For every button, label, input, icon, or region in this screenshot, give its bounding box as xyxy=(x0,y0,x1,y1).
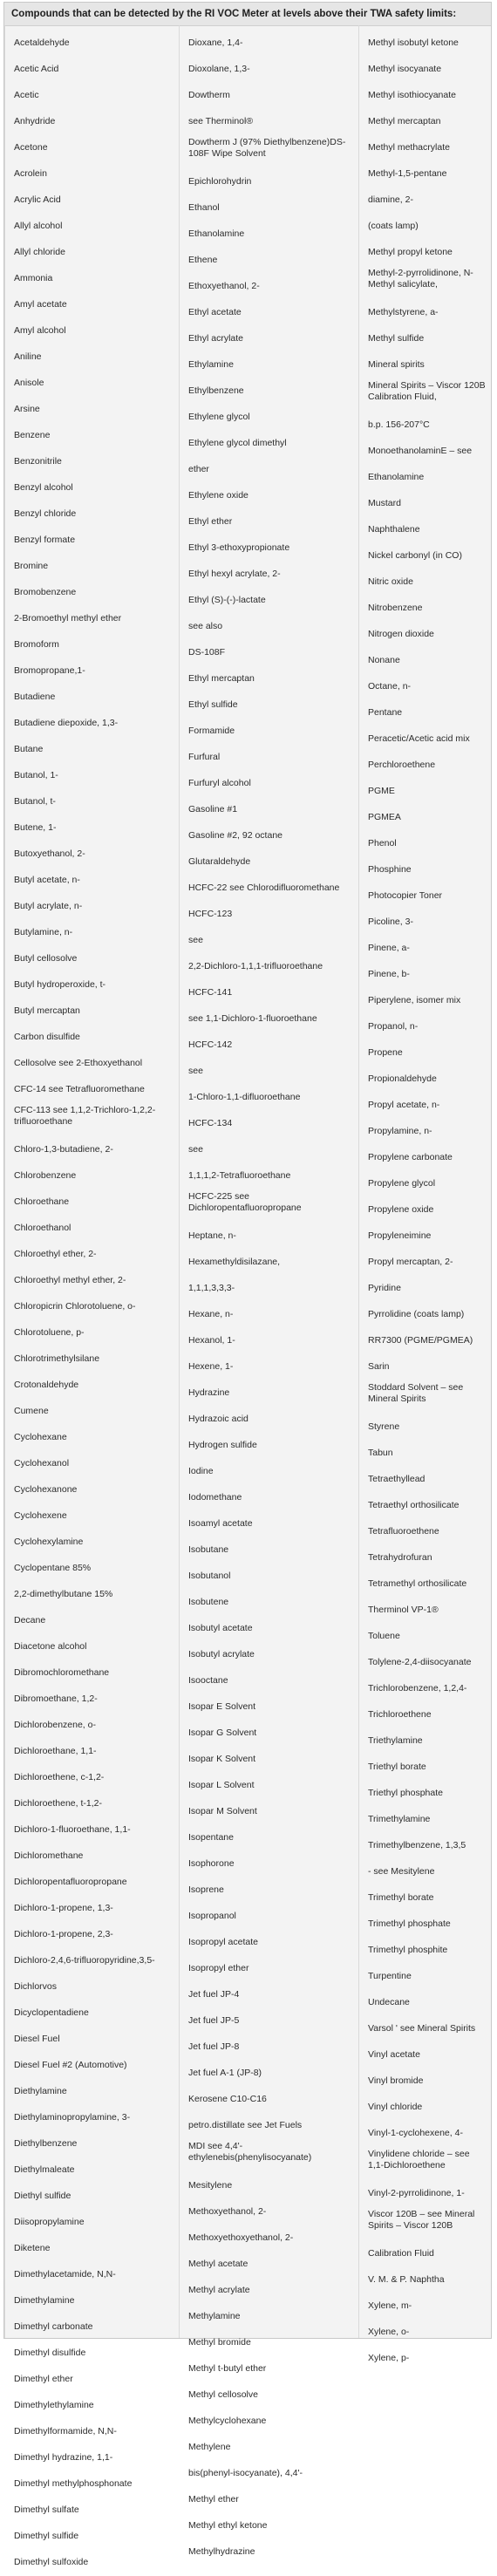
compound-item: Turpentine xyxy=(368,1971,412,1981)
compound-item: Anisole xyxy=(14,378,44,388)
compound-item: Diethylaminopropylamine, 3- xyxy=(14,2112,131,2123)
compound-item: Diketene xyxy=(14,2243,51,2253)
compound-item: Dibromoethane, 1,2- xyxy=(14,1693,98,1704)
compound-item: Iodine xyxy=(188,1466,214,1476)
compound-item: Isoprene xyxy=(188,1884,224,1895)
compound-item: Trichloroethene xyxy=(368,1709,432,1720)
compound-item: Methylene xyxy=(188,2442,231,2452)
column-3 xyxy=(358,25,491,2363)
compound-item: Crotonaldehyde xyxy=(14,1380,79,1390)
compound-item: Ethylene glycol xyxy=(188,412,250,422)
compound-item: Trimethylbenzene, 1,3,5 xyxy=(368,1840,466,1850)
compound-item: Cumene xyxy=(14,1406,49,1416)
compound-item: Styrene xyxy=(368,1421,400,1432)
compound-item: Dichloropentafluoropropane xyxy=(14,1877,127,1887)
compound-item: Methyl propyl ketone xyxy=(368,247,453,257)
compound-item: Methylhydrazine xyxy=(188,2546,255,2557)
compound-item: see xyxy=(188,935,203,945)
compound-item: MDI see 4,4'-ethylenebis(phenylisocyanate) xyxy=(188,2141,312,2163)
compound-item: Methylcyclohexane xyxy=(188,2416,267,2426)
compound-item: Dichloroethane, 1,1- xyxy=(14,1746,97,1756)
compound-item: Trimethyl phosphate xyxy=(368,1918,451,1929)
compound-item: Isopar G Solvent xyxy=(188,1728,257,1738)
compound-item: Propylene glycol xyxy=(368,1178,436,1189)
compound-item: Methyl acrylate xyxy=(188,2285,250,2295)
compound-item: Methyl acetate xyxy=(188,2259,248,2269)
compound-item: Isooctane xyxy=(188,1675,228,1686)
compound-item: Therminol VP-1® xyxy=(368,1605,439,1615)
compound-item: Decane xyxy=(14,1615,46,1625)
compound-item: Propyleneimine xyxy=(368,1230,432,1241)
compound-item: Dichloro-1-propene, 1,3- xyxy=(14,1903,113,1913)
compound-item: DS-108F xyxy=(188,647,226,658)
compound-item: PGMEA xyxy=(368,812,401,822)
compound-item: Dimethyl methylphosphonate xyxy=(14,2478,133,2489)
compound-item: Hexene, 1- xyxy=(188,1361,234,1372)
compound-item: Dichloro-1-propene, 2,3- xyxy=(14,1929,113,1939)
compound-item: Dimethylethylamine xyxy=(14,2400,94,2410)
compound-item: Nitrogen dioxide xyxy=(368,629,434,639)
compound-item: Trimethylamine xyxy=(368,1814,431,1824)
compound-item: CFC-14 see Tetrafluoromethane xyxy=(14,1084,145,1094)
compound-item: Dimethyl ether xyxy=(14,2374,73,2384)
compound-item: Cyclohexylamine xyxy=(14,1537,84,1547)
compound-item: Formamide xyxy=(188,726,235,736)
compound-item: Dowtherm J (97% Diethylbenzene)DS-108F Wipe Solvent xyxy=(188,137,346,159)
compound-item: Methyl isobutyl ketone xyxy=(368,37,459,48)
compound-item: Ethylbenzene xyxy=(188,385,244,396)
compound-item: CFC-113 see 1,1,2-Trichloro-1,2,2-trifluoroethane xyxy=(14,1105,156,1127)
compound-item: Benzonitrile xyxy=(14,456,62,467)
compound-item: Vinylidene chloride – see 1,1-Dichloroethene xyxy=(368,2149,470,2171)
compound-item: Vinyl bromide xyxy=(368,2075,424,2086)
compound-item: petro.distillate see Jet Fuels xyxy=(188,2120,303,2130)
compound-item: Cellosolve see 2-Ethoxyethanol xyxy=(14,1058,143,1068)
compound-item: Dichloro-1-fluoroethane, 1,1- xyxy=(14,1824,131,1835)
compound-item: Isobutyl acrylate xyxy=(188,1649,255,1659)
compound-item: Mineral spirits xyxy=(368,359,425,370)
compound-item: Chlorotrimethylsilane xyxy=(14,1353,100,1364)
compound-item: Butyl mercaptan xyxy=(14,1005,80,1016)
compound-item: Chloroethanol xyxy=(14,1223,71,1233)
compound-item: Ethyl 3-ethoxypropionate xyxy=(188,542,290,553)
compound-item: Tabun xyxy=(368,1448,393,1458)
compound-item: Varsol ' see Mineral Spirits xyxy=(368,2023,476,2034)
compound-item: bis(phenyl-isocyanate), 4,4'- xyxy=(188,2468,303,2478)
compound-item: Methyl isocyanate xyxy=(368,64,442,74)
compound-item: see also xyxy=(188,621,223,631)
compound-item: 2,2-dimethylbutane 15% xyxy=(14,1589,113,1599)
compound-item: Epichlorohydrin xyxy=(188,176,252,187)
compound-item: Methyl-1,5-pentane xyxy=(368,168,447,179)
compound-item: Butane xyxy=(14,744,44,754)
compound-item: Methyl ether xyxy=(188,2494,239,2504)
compound-item: Propylene carbonate xyxy=(368,1152,453,1162)
compound-item: Methyl isothiocyanate xyxy=(368,90,456,100)
compound-item: Dimethylacetamide, N,N- xyxy=(14,2269,116,2280)
compound-item: Isobutanol xyxy=(188,1571,231,1581)
compound-item: Ethyl hexyl acrylate, 2- xyxy=(188,569,281,579)
compound-item: 1,1,1,2-Tetrafluoroethane xyxy=(188,1170,291,1181)
compound-item: Diesel Fuel xyxy=(14,2034,60,2044)
compound-item: Methyl ethyl ketone xyxy=(188,2520,268,2531)
compound-item: Nickel carbonyl (in CO) xyxy=(368,550,462,561)
compound-item: V. M. & P. Naphtha xyxy=(368,2274,445,2285)
compound-item: Chloroethyl ether, 2- xyxy=(14,1249,97,1259)
compound-item: see 1,1-Dichloro-1-fluoroethane xyxy=(188,1013,317,1024)
compound-item: Toluene xyxy=(368,1631,400,1641)
compound-item: Dioxane, 1,4- xyxy=(188,37,243,48)
compound-item: Methylstyrene, a- xyxy=(368,307,439,317)
compound-item: Benzene xyxy=(14,430,51,440)
compound-item: Methylamine xyxy=(188,2311,241,2321)
compound-item: Dimethyl carbonate xyxy=(14,2321,93,2332)
compound-item: Tetramethyl orthosilicate xyxy=(368,1578,467,1589)
compound-item: Benzyl formate xyxy=(14,535,76,545)
compound-item: Peracetic/Acetic acid mix xyxy=(368,733,470,744)
compound-item: see xyxy=(188,1066,203,1076)
compound-item: Methyl t-butyl ether xyxy=(188,2363,267,2374)
compound-item: Ethyl sulfide xyxy=(188,699,238,710)
compound-item: HCFC-134 xyxy=(188,1118,233,1128)
compound-item: Octane, n- xyxy=(368,681,412,692)
compound-item: Isopropyl ether xyxy=(188,1963,249,1973)
compound-item: Diethyl sulfide xyxy=(14,2191,71,2201)
compound-item: Acetone xyxy=(14,142,48,153)
compound-item: Propanol, n- xyxy=(368,1021,419,1032)
compound-item: HCFC-22 see Chlorodifluoromethane xyxy=(188,883,340,893)
compound-item: Jet fuel JP-8 xyxy=(188,2041,240,2052)
compound-item: Hydrogen sulfide xyxy=(188,1440,257,1450)
compound-item: Tetraethyllead xyxy=(368,1474,426,1484)
compound-item: Butoxyethanol, 2- xyxy=(14,848,85,859)
compound-item: Trimethyl phosphite xyxy=(368,1945,448,1955)
compound-item: Butyl acetate, n- xyxy=(14,875,80,885)
compound-item: Butene, 1- xyxy=(14,822,57,833)
compound-item: Hexanol, 1- xyxy=(188,1335,235,1346)
compound-item: Diethylmaleate xyxy=(14,2164,75,2175)
compound-item: Nonane xyxy=(368,655,400,665)
compound-item: Perchloroethene xyxy=(368,760,436,770)
compound-item: Chloro-1,3-butadiene, 2- xyxy=(14,1144,113,1155)
compounds-table xyxy=(3,2,492,2567)
compound-item: (coats lamp) xyxy=(368,221,419,231)
compound-item: Vinyl-1-cyclohexene, 4- xyxy=(368,2128,463,2138)
compound-item: Xylene, o- xyxy=(368,2327,410,2337)
compound-item: Stoddard Solvent – see Mineral Spirits xyxy=(368,1382,464,1404)
compound-item: Vinyl-2-pyrrolidinone, 1- xyxy=(368,2188,465,2198)
compound-item: Jet fuel A-1 (JP-8) xyxy=(188,2068,262,2078)
compound-item: HCFC-123 xyxy=(188,909,233,919)
compound-item: Tetrafluoroethene xyxy=(368,1526,439,1537)
compound-item: 2-Bromoethyl methyl ether xyxy=(14,613,122,624)
compound-item: Ethyl ether xyxy=(188,516,233,527)
compound-item: Diesel Fuel #2 (Automotive) xyxy=(14,2060,127,2070)
compound-item: Dimethyl sulfate xyxy=(14,2504,79,2515)
compound-item: Hydrazoic acid xyxy=(188,1414,248,1424)
compound-item: Acetic xyxy=(14,90,39,100)
compound-item: Kerosene C10-C16 xyxy=(188,2094,267,2104)
compound-item: Glutaraldehyde xyxy=(188,856,251,867)
compound-item: Isopar E Solvent xyxy=(188,1701,256,1712)
compound-item: Triethyl phosphate xyxy=(368,1788,443,1798)
compound-item: Ethylamine xyxy=(188,359,234,370)
compound-item: Dimethylamine xyxy=(14,2295,75,2306)
compound-item: Dichloroethene, t-1,2- xyxy=(14,1798,102,1809)
compound-item: Aniline xyxy=(14,351,42,362)
compound-item: Dioxolane, 1,3- xyxy=(188,64,250,74)
compound-item: Isoamyl acetate xyxy=(188,1518,253,1529)
compound-item: Allyl chloride xyxy=(14,247,65,257)
compound-item: Isopropyl acetate xyxy=(188,1937,258,1947)
compound-item: Jet fuel JP-5 xyxy=(188,2015,240,2026)
compound-item: see Therminol® xyxy=(188,116,254,126)
compound-item: Methoxyethoxyethanol, 2- xyxy=(188,2232,294,2243)
compound-item: Furfural xyxy=(188,752,221,762)
compound-item: Dowtherm xyxy=(188,90,230,100)
compound-item: ether xyxy=(188,464,209,474)
compound-item: Mesitylene xyxy=(188,2180,233,2191)
compound-item: Diethylamine xyxy=(14,2086,67,2096)
compound-item: Isopar K Solvent xyxy=(188,1754,256,1764)
compound-item: Methyl-2-pyrrolidinone, N-Methyl salicylate, xyxy=(368,268,473,290)
compound-item: Hexane, n- xyxy=(188,1309,234,1319)
compound-item: Sarin xyxy=(368,1361,390,1372)
compound-item: Bromine xyxy=(14,561,49,571)
compound-item: Isobutyl acetate xyxy=(188,1623,253,1633)
compound-item: Viscor 120B – see Mineral Spirits – Viscor 120B xyxy=(368,2209,475,2231)
compound-item: Propene xyxy=(368,1047,403,1058)
compound-item: Cyclohexanol xyxy=(14,1458,70,1469)
compound-item: Isopropanol xyxy=(188,1911,236,1921)
compound-item: Benzyl chloride xyxy=(14,508,77,519)
compound-item: Chlorotoluene, p- xyxy=(14,1327,85,1338)
compound-item: Trichlorobenzene, 1,2,4- xyxy=(368,1683,467,1693)
compound-item: Dimethyl sulfide xyxy=(14,2531,79,2541)
compound-item: Pinene, b- xyxy=(368,969,410,979)
compound-item: Butadiene xyxy=(14,692,56,702)
compound-item: Methyl sulfide xyxy=(368,333,425,344)
compound-item: Iodomethane xyxy=(188,1492,242,1503)
compound-item: Triethyl borate xyxy=(368,1762,426,1772)
compound-item: - see Mesitylene xyxy=(368,1866,435,1877)
compound-item: Tolylene-2,4-diisocyanate xyxy=(368,1657,472,1667)
compound-item: Butanol, t- xyxy=(14,796,56,807)
compound-item: 1,1,1,3,3,3- xyxy=(188,1283,235,1293)
compound-item: Tetrahydrofuran xyxy=(368,1552,432,1563)
compound-item: Carbon disulfide xyxy=(14,1032,80,1042)
compound-item: HCFC-225 see Dichloropentafluoropropane xyxy=(188,1191,302,1213)
compound-item: Tetraethyl orthosilicate xyxy=(368,1500,460,1510)
compound-item: HCFC-141 xyxy=(188,987,233,998)
compound-item: Dichloromethane xyxy=(14,1850,84,1861)
compound-item: Gasoline #1 xyxy=(188,804,238,814)
compound-item: Acrylic Acid xyxy=(14,194,61,205)
compound-item: Chlorobenzene xyxy=(14,1170,77,1181)
compound-item: see xyxy=(188,1144,203,1155)
compound-item: Butadiene diepoxide, 1,3- xyxy=(14,718,119,728)
compound-item: Propionaldehyde xyxy=(368,1073,437,1084)
compound-item: Dichloroethene, c-1,2- xyxy=(14,1772,105,1782)
compound-item: Chloropicrin Chlorotoluene, o- xyxy=(14,1301,136,1312)
compound-item: Ethanolamine xyxy=(188,228,245,239)
compound-item: Ethylene oxide xyxy=(188,490,248,501)
compound-item: Cyclohexanone xyxy=(14,1484,78,1495)
compound-item: RR7300 (PGME/PGMEA) xyxy=(368,1335,473,1346)
compound-item: Hydrazine xyxy=(188,1387,230,1398)
compound-item: Isophorone xyxy=(188,1858,235,1869)
compound-item: 1-Chloro-1,1-difluoroethane xyxy=(188,1092,301,1102)
compound-item: Propyl mercaptan, 2- xyxy=(368,1257,453,1267)
compound-item: Isopentane xyxy=(188,1832,234,1843)
compound-item: Butyl hydroperoxide, t- xyxy=(14,979,106,990)
compound-item: Chloroethyl methyl ether, 2- xyxy=(14,1275,126,1285)
compound-item: Propylene oxide xyxy=(368,1204,434,1215)
compound-item: Butanol, 1- xyxy=(14,770,58,780)
compound-item: Bromopropane,1- xyxy=(14,665,85,676)
compound-item: Gasoline #2, 92 octane xyxy=(188,830,283,841)
compound-item: Ethanolamine xyxy=(368,472,425,482)
compound-item: Pyridine xyxy=(368,1283,401,1293)
compound-item: Phosphine xyxy=(368,864,412,875)
compound-item: MonoethanolaminE – see xyxy=(368,446,473,456)
compound-item: Ethyl mercaptan xyxy=(188,673,255,684)
compound-item: Nitric oxide xyxy=(368,576,413,587)
compound-item: Trimethyl borate xyxy=(368,1892,434,1903)
compound-item: Cyclohexene xyxy=(14,1510,67,1521)
compound-item: Undecane xyxy=(368,1997,410,2007)
compound-item: Vinyl chloride xyxy=(368,2102,423,2112)
compound-item: Xylene, m- xyxy=(368,2300,412,2311)
compound-item: b.p. 156-207°C xyxy=(368,419,430,430)
compound-item: Dichloro-2,4,6-trifluoropyridine,3,5- xyxy=(14,1955,155,1966)
compound-item: Xylene, p- xyxy=(368,2353,410,2363)
compound-item: Calibration Fluid xyxy=(368,2248,434,2259)
compound-item: Ammonia xyxy=(14,273,53,283)
compound-item: Dimethyl disulfide xyxy=(14,2348,86,2358)
compound-item: Amyl acetate xyxy=(14,299,67,310)
compound-item: Isopar M Solvent xyxy=(188,1806,257,1816)
compound-item: Dicyclopentadiene xyxy=(14,2007,89,2018)
compound-item: Diacetone alcohol xyxy=(14,1641,87,1652)
compound-item: Arsine xyxy=(14,404,40,414)
compound-item: Pyrrolidine (coats lamp) xyxy=(368,1309,465,1319)
compound-item: Cyclopentane 85% xyxy=(14,1563,92,1573)
compound-item: Amyl alcohol xyxy=(14,325,66,336)
compound-item: Ethylene glycol dimethyl xyxy=(188,438,287,448)
column-1 xyxy=(4,25,179,2567)
compound-item: Methyl cellosolve xyxy=(188,2389,258,2400)
compound-item: Propylamine, n- xyxy=(368,1126,432,1136)
compound-item: Picoline, 3- xyxy=(368,917,413,927)
compound-item: Dibromochloromethane xyxy=(14,1667,110,1678)
table-header: Compounds that can be detected by the RI VOC Meter at levels above their TWA safety limits: xyxy=(4,3,491,26)
compound-item: Mineral Spirits – Viscor 120B Calibration Fluid, xyxy=(368,380,486,402)
compound-item: Mustard xyxy=(368,498,401,508)
column-2 xyxy=(179,25,358,2557)
compound-item: Isobutane xyxy=(188,1544,229,1555)
compound-item: Chloroethane xyxy=(14,1196,70,1207)
compound-item: Isobutene xyxy=(188,1597,229,1607)
compound-item: Piperylene, isomer mix xyxy=(368,995,461,1005)
compound-item: Propyl acetate, n- xyxy=(368,1100,440,1110)
compound-item: Anhydride xyxy=(14,116,56,126)
compound-item: Pentane xyxy=(368,707,403,718)
compound-item: Acrolein xyxy=(14,168,47,179)
compound-item: Ethene xyxy=(188,255,218,265)
compound-item: Acetic Acid xyxy=(14,64,59,74)
compound-item: HCFC-142 xyxy=(188,1039,233,1050)
compound-item: Hexamethyldisilazane, xyxy=(188,1257,281,1267)
compound-item: Methyl bromide xyxy=(188,2337,251,2348)
compound-item: Vinyl acetate xyxy=(368,2049,420,2060)
compound-item: Dimethylformamide, N,N- xyxy=(14,2426,117,2436)
compound-item: Methyl methacrylate xyxy=(368,142,450,153)
compound-item: Ethoxyethanol, 2- xyxy=(188,281,260,291)
compound-item: PGME xyxy=(368,786,395,796)
compound-item: Isopar L Solvent xyxy=(188,1780,255,1790)
compound-item: Allyl alcohol xyxy=(14,221,63,231)
compound-item: 2,2-Dichloro-1,1,1-trifluoroethane xyxy=(188,961,323,971)
compound-item: Methyl mercaptan xyxy=(368,116,441,126)
compound-item: Naphthalene xyxy=(368,524,420,535)
compound-item: Butylamine, n- xyxy=(14,927,73,937)
compound-item: Butyl acrylate, n- xyxy=(14,901,83,911)
compound-item: Heptane, n- xyxy=(188,1230,236,1241)
compound-item: Diethylbenzene xyxy=(14,2138,78,2149)
compound-item: Acetaldehyde xyxy=(14,37,70,48)
compound-item: Methoxyethanol, 2- xyxy=(188,2206,267,2217)
compound-item: Dichlorvos xyxy=(14,1981,58,1992)
compound-item: Cyclohexane xyxy=(14,1432,67,1442)
compound-item: Diisopropylamine xyxy=(14,2217,85,2227)
compound-item: Photocopier Toner xyxy=(368,890,443,901)
compound-item: Ethyl (S)-(-)-lactate xyxy=(188,595,266,605)
compound-item: Benzyl alcohol xyxy=(14,482,73,493)
compound-item: Dimethyl hydrazine, 1,1- xyxy=(14,2452,113,2463)
compound-item: Bromobenzene xyxy=(14,587,77,597)
compound-item: Pinene, a- xyxy=(368,943,410,953)
compound-item: Nitrobenzene xyxy=(368,603,423,613)
compound-item: Triethylamine xyxy=(368,1735,423,1746)
compound-item: Dimethyl sulfoxide xyxy=(14,2557,89,2567)
compound-item: Ethyl acetate xyxy=(188,307,242,317)
compound-item: Ethyl acrylate xyxy=(188,333,244,344)
compound-item: Butyl cellosolve xyxy=(14,953,78,964)
compound-item: Furfuryl alcohol xyxy=(188,778,251,788)
compound-item: Dichlorobenzene, o- xyxy=(14,1720,96,1730)
compound-item: diamine, 2- xyxy=(368,194,413,205)
compound-item: Bromoform xyxy=(14,639,59,650)
compound-item: Phenol xyxy=(368,838,397,848)
compound-item: Jet fuel JP-4 xyxy=(188,1989,240,2000)
compound-item: Ethanol xyxy=(188,202,220,213)
